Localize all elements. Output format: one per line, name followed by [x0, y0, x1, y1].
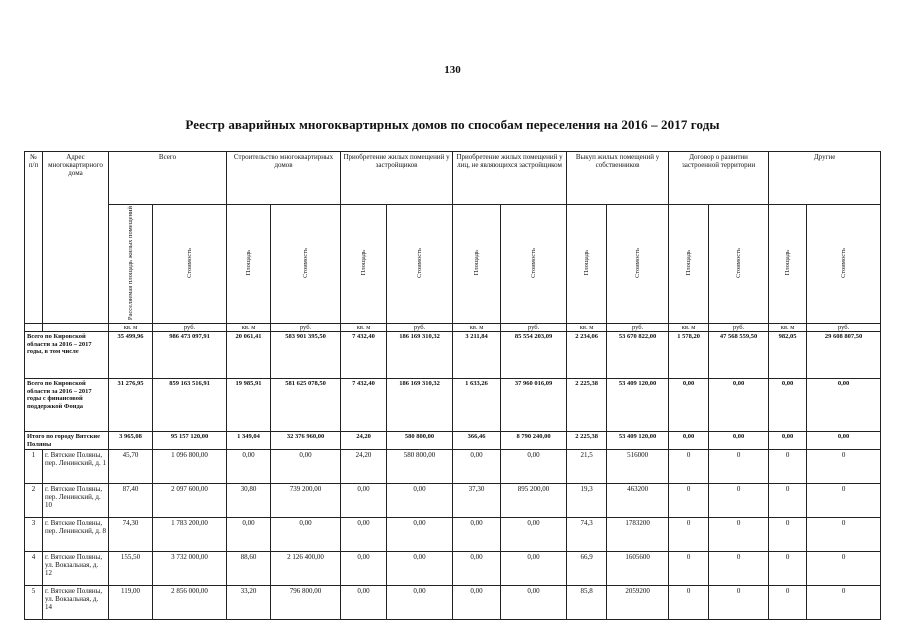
summary-value: 986 473 097,91: [153, 332, 227, 379]
summary-value: 859 163 516,91: [153, 379, 227, 432]
unit-cell: руб.: [807, 324, 881, 332]
summary-value: 1 633,26: [453, 379, 501, 432]
summary-value: 186 169 310,32: [387, 332, 453, 379]
row-address: г. Вятские Поляны, ул. Вокзальная, д. 14: [43, 586, 109, 620]
row-number: 1: [25, 450, 43, 484]
row-value: 0,00: [227, 518, 271, 552]
row-value: 155,50: [109, 552, 153, 586]
summary-row: [25, 379, 881, 432]
row-value: 0,00: [501, 450, 567, 484]
row-value: 0: [669, 586, 709, 620]
row-value: 0: [669, 484, 709, 518]
unit-cell: руб.: [607, 324, 669, 332]
summary-value: 1 349,04: [227, 432, 271, 450]
row-value: 0,00: [227, 450, 271, 484]
sub-header: Площадь: [567, 205, 607, 324]
table-row: [25, 586, 881, 620]
row-value: 3 732 000,00: [153, 552, 227, 586]
row-value: 1 783 200,00: [153, 518, 227, 552]
page-number: 130: [444, 64, 461, 76]
row-value: 0: [807, 552, 881, 586]
summary-label: Всего по Кировской области за 2016 – 2017 годы с финансовой поддержкой Фонда: [25, 379, 109, 432]
row-value: 0: [669, 518, 709, 552]
row-value: 119,00: [109, 586, 153, 620]
row-value: 0,00: [341, 484, 387, 518]
summary-value: 7 432,40: [341, 379, 387, 432]
row-value: 0,00: [453, 552, 501, 586]
row-value: 1605600: [607, 552, 669, 586]
unit-cell: [25, 324, 43, 332]
row-value: 0,00: [387, 552, 453, 586]
row-value: 0: [709, 450, 769, 484]
sub-header: Стоимость: [271, 205, 341, 324]
group-header: Всего: [109, 152, 227, 205]
summary-row: [25, 332, 881, 379]
group-header: Выкуп жилых помещений у собственников: [567, 152, 669, 205]
row-value: 0,00: [453, 586, 501, 620]
row-value: 33,20: [227, 586, 271, 620]
summary-value: 19 985,91: [227, 379, 271, 432]
row-value: 895 200,00: [501, 484, 567, 518]
row-address: г. Вятские Поляны, ул. Вокзальная, д. 12: [43, 552, 109, 586]
row-value: 0,00: [501, 586, 567, 620]
row-value: 66,9: [567, 552, 607, 586]
table-row: [25, 484, 881, 518]
row-value: 2 126 400,00: [271, 552, 341, 586]
summary-value: 0,00: [769, 432, 807, 450]
sub-header: Стоимость: [387, 205, 453, 324]
row-value: 516000: [607, 450, 669, 484]
row-value: 0,00: [387, 484, 453, 518]
row-value: 45,70: [109, 450, 153, 484]
row-value: 19,3: [567, 484, 607, 518]
sub-header: Площадь: [341, 205, 387, 324]
row-address: г. Вятские Поляны, пер. Ленинский, д. 10: [43, 484, 109, 518]
row-value: 0,00: [501, 552, 567, 586]
summary-value: 0,00: [709, 432, 769, 450]
unit-cell: кв. м: [669, 324, 709, 332]
row-number: 3: [25, 518, 43, 552]
row-value: 88,60: [227, 552, 271, 586]
sub-header: Стоимость: [709, 205, 769, 324]
row-value: 0: [807, 586, 881, 620]
table-row: [25, 450, 881, 484]
row-value: 30,80: [227, 484, 271, 518]
row-value: 1783200: [607, 518, 669, 552]
summary-value: 580 800,00: [387, 432, 453, 450]
row-value: 0,00: [341, 552, 387, 586]
summary-value: 982,05: [769, 332, 807, 379]
row-value: 580 800,00: [387, 450, 453, 484]
unit-cell: кв. м: [567, 324, 607, 332]
summary-value: 32 376 960,00: [271, 432, 341, 450]
summary-value: 8 790 240,00: [501, 432, 567, 450]
row-number: 4: [25, 552, 43, 586]
unit-cell: [43, 324, 109, 332]
summary-value: 37 960 016,09: [501, 379, 567, 432]
unit-cell: кв. м: [769, 324, 807, 332]
row-value: 21,5: [567, 450, 607, 484]
row-value: 0,00: [341, 518, 387, 552]
row-value: 0: [807, 450, 881, 484]
summary-value: 0,00: [807, 432, 881, 450]
row-value: 0,00: [271, 518, 341, 552]
summary-value: 366,46: [453, 432, 501, 450]
sub-header: Площадь: [769, 205, 807, 324]
row-value: 0,00: [453, 518, 501, 552]
row-value: 24,20: [341, 450, 387, 484]
group-header: Договор о развитии застроенной территории: [669, 152, 769, 205]
row-value: 74,3: [567, 518, 607, 552]
row-value: 0,00: [501, 518, 567, 552]
row-value: 0,00: [453, 450, 501, 484]
row-value: 0,00: [387, 586, 453, 620]
unit-cell: руб.: [709, 324, 769, 332]
summary-value: 31 276,95: [109, 379, 153, 432]
col-header-number: № п/п: [25, 152, 43, 324]
row-address: г. Вятские Поляны, пер. Ленинский, д. 1: [43, 450, 109, 484]
row-value: 0: [807, 518, 881, 552]
unit-cell: руб.: [501, 324, 567, 332]
row-value: 0: [807, 484, 881, 518]
row-value: 0,00: [341, 586, 387, 620]
row-value: 0: [769, 586, 807, 620]
row-value: 0: [669, 552, 709, 586]
col-header-address: Адрес многоквартирного дома: [43, 152, 109, 324]
row-value: 2 097 600,00: [153, 484, 227, 518]
group-header: Приобретение жилых помещений у застройщиков: [341, 152, 453, 205]
row-value: 463200: [607, 484, 669, 518]
row-value: 0: [769, 484, 807, 518]
row-value: 0,00: [387, 518, 453, 552]
row-value: 0: [709, 518, 769, 552]
summary-value: 0,00: [769, 379, 807, 432]
group-header: Строительство многоквартирных домов: [227, 152, 341, 205]
summary-value: 29 608 807,50: [807, 332, 881, 379]
sub-header: Стоимость: [501, 205, 567, 324]
summary-value: 581 625 078,50: [271, 379, 341, 432]
summary-value: 0,00: [669, 432, 709, 450]
summary-value: 85 554 203,09: [501, 332, 567, 379]
summary-value: 2 234,06: [567, 332, 607, 379]
header-row-units: [25, 324, 881, 332]
row-value: 0: [709, 586, 769, 620]
summary-row: [25, 432, 881, 450]
row-value: 87,40: [109, 484, 153, 518]
summary-value: 1 578,20: [669, 332, 709, 379]
row-number: 2: [25, 484, 43, 518]
header-row-groups: [25, 152, 881, 205]
sub-header: Стоимость: [607, 205, 669, 324]
table-row: [25, 552, 881, 586]
summary-value: 7 432,40: [341, 332, 387, 379]
summary-value: 0,00: [807, 379, 881, 432]
unit-cell: кв. м: [109, 324, 153, 332]
row-value: 0: [769, 450, 807, 484]
sub-header: Расселяемая площадь жилых помещений: [109, 205, 153, 324]
summary-value: 53 409 120,00: [607, 379, 669, 432]
row-value: 739 200,00: [271, 484, 341, 518]
row-address: г. Вятские Поляны, пер. Ленинский, д. 8: [43, 518, 109, 552]
sub-header: Площадь: [227, 205, 271, 324]
unit-cell: руб.: [271, 324, 341, 332]
unit-cell: кв. м: [341, 324, 387, 332]
unit-cell: руб.: [153, 324, 227, 332]
row-value: 0: [709, 484, 769, 518]
sub-header: Площадь: [669, 205, 709, 324]
row-value: 1 096 800,00: [153, 450, 227, 484]
header-row-subcolumns: [25, 205, 881, 324]
summary-value: 2 225,38: [567, 379, 607, 432]
sub-header: Стоимость: [807, 205, 881, 324]
summary-value: 2 225,38: [567, 432, 607, 450]
row-value: 74,30: [109, 518, 153, 552]
summary-value: 0,00: [709, 379, 769, 432]
summary-value: 35 499,96: [109, 332, 153, 379]
summary-value: 3 211,84: [453, 332, 501, 379]
summary-value: 53 409 120,00: [607, 432, 669, 450]
summary-value: 583 901 395,50: [271, 332, 341, 379]
summary-value: 0,00: [669, 379, 709, 432]
table-row: [25, 518, 881, 552]
summary-value: 20 061,41: [227, 332, 271, 379]
registry-table: [24, 151, 881, 620]
document-title: Реестр аварийных многоквартирных домов по способам переселения на 2016 – 2017 годы: [185, 117, 720, 132]
row-number: 5: [25, 586, 43, 620]
unit-cell: кв. м: [453, 324, 501, 332]
summary-value: 95 157 120,00: [153, 432, 227, 450]
summary-value: 24,20: [341, 432, 387, 450]
sub-header: Площадь: [453, 205, 501, 324]
row-value: 0,00: [271, 450, 341, 484]
unit-cell: руб.: [387, 324, 453, 332]
row-value: 0: [709, 552, 769, 586]
table-body: [25, 332, 881, 620]
summary-value: 3 965,08: [109, 432, 153, 450]
summary-value: 186 169 310,32: [387, 379, 453, 432]
row-value: 37,30: [453, 484, 501, 518]
row-value: 2 856 000,00: [153, 586, 227, 620]
summary-label: Итого по городу Вятские Поляны: [25, 432, 109, 450]
row-value: 796 800,00: [271, 586, 341, 620]
unit-cell: кв. м: [227, 324, 271, 332]
row-value: 0: [769, 552, 807, 586]
summary-value: 47 568 559,50: [709, 332, 769, 379]
group-header: Приобретение жилых помещений у лиц, не являющихся застройщиком: [453, 152, 567, 205]
summary-value: 53 670 822,00: [607, 332, 669, 379]
row-value: 0: [669, 450, 709, 484]
group-header: Другие: [769, 152, 881, 205]
row-value: 0: [769, 518, 807, 552]
summary-label: Всего по Кировской области за 2016 – 2017 годы, в том числе: [25, 332, 109, 379]
row-value: 85,8: [567, 586, 607, 620]
row-value: 2059200: [607, 586, 669, 620]
sub-header: Стоимость: [153, 205, 227, 324]
